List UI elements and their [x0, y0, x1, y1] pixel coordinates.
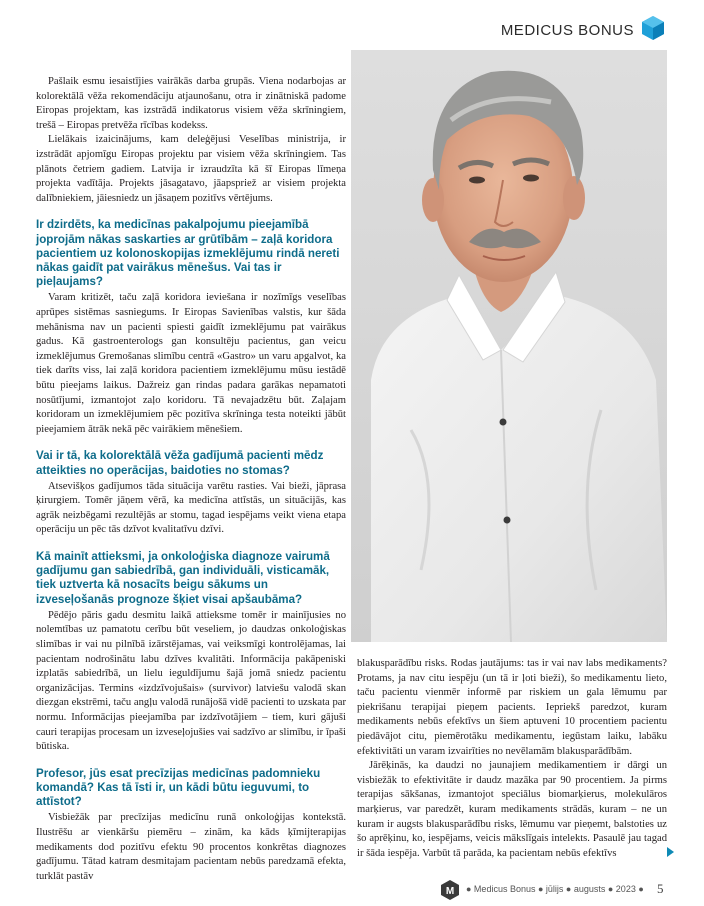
article-column-right: [357, 657, 667, 861]
interview-question: Kā mainīt attieksmi, ja onkoloģiska diagnoze vairumā gadījumu gan sabiedrībā, gan individuāli, visticamāk, tiek uztverta kā nosacīts beigu sākums un izveseļošanās prognoze šķiet visai apšaubāma?: [36, 550, 330, 606]
paragraph: Pēdējo pāris gadu desmitu laikā attieksme tomēr ir mainījusies no nolemtības uz pamatotu cerību būt veseliem, jo daudzas onkoloģiskas slimības ir vai nu pilnībā izārstējamas, vai veiksmīgi kontrolējamas, lai pacientam nodrošinātu labu dzīves kvalitāti. Informācija pakāpeniski izplatās sabiedrībā, un lielu ieguldījumu šajā jomā sniedz pacientu organizācijas. Termins «izdzīvojušais» (survivor) latviešu valodā skan diezgan ekstrēmi, taču angļu valodā runājošā vidē pacienti to uzskata par normu. Informācijas pieejamība par izdzīvotājiem – tiem, kuri gājuši cauri terapijas procesam un izveseļojušies vai sadzīvo ar slimību, ir īpaši būtiska.: [36, 609, 346, 753]
page-footer: [440, 880, 680, 900]
paragraph: Lielākais izaicinājums, kam deleģējusi Veselības ministrija, ir izstrādāt apjomīgu Eiropas projektu par visiem vēža skrīningiem. Tas plānots četriem gadiem. Latvija ir izraudzīta kā šī Eiropas līmeņa projekta vadītāja. Projekts jāsagatavo, jāapspriež ar visiem projekta dalībniekiem, jāiesniedz un jāsaņem pozitīvs vērtējums.: [36, 134, 346, 204]
svg-text:M: M: [445, 886, 455, 897]
portrait-photo: [351, 50, 667, 642]
medicus-m-logo-icon: [440, 880, 460, 900]
paragraph: Atsevišķos gadījumos tāda situācija varētu rasties. Vai bieži, jāprasa ķirurgiem. Tomēr jāņem vērā, ka medicīna attīstās, un situācijās, kas agrāk neizbēgami rezultējās ar stomu, tagad iespējams veikt viena etapa operāciju un pēc tās dzīvot kvalitatīvu dzīvi.: [36, 480, 346, 536]
hexagon-logo-icon: [642, 16, 664, 40]
paragraph: Pašlaik esmu iesaistījies vairākās darba grupās. Viena nodarbojas ar kolorektālā vēža rekomendāciju atjaunošanu, otra ir zinātniskā padome Eiropas projektam, kas izstrādā indikatorus visiem vēža skrīningiem, trešā – Eiropas pretvēža rīcības kodekss.: [36, 76, 346, 131]
article-column-left: [36, 75, 346, 884]
interview-question: Profesor, jūs esat precīzijas medicīnas padomnieku komandā? Kas tā īsti ir, un kādi būtu ieguvumi, to attīstot?: [36, 766, 321, 809]
paragraph: Varam kritizēt, taču zaļā koridora ieviešana ir nozīmīgs veselības aprūpes sistēmas sasniegums. Ir Eiropas Savienības valstis, kur šāda mehānisma nav un pacienti spiesti gaidīt izmeklējumu pat vairākus gadus. Kā gastroenterologs gan konsultēju pacientus, gan veicu izmeklējumus Gremošanas slimību centrā «Gastro» un varu apgalvot, ka tiek darīts viss, lai zaļā koridora pacientiem izmeklējumu mūsu iestādē būtu pieejams laikus. Dažreiz gan rindas padara garākas nepamatoti nosūtījumi, izmantojot zaļo koridoru. Tā nevajadzētu būt. Zaļajam koridoram un izmeklējumiem pēc pozitīva skrīninga testa noteikti jābūt pieejamiem ātrāk nekā pēc vairākiem mēnešiem.: [36, 292, 346, 435]
paragraph: Jārēķinās, ka daudzi no jaunajiem medikamentiem ir dārgi un visbiežāk to efektivitāte ir daudz mazāka par 90 procentiem. Ja pirms terapijas sākšanas, izmantojot speciālus biomarķierus, molekulāros marķierus, var paredzēt, kuram medikaments strādās, kuram – ne un kuram ir augsts blakusparādību risks, lēmumu var pieņemt, balstoties uz šo aprēķinu, ko, iespējams, veicis mākslīgais intelekts. Pasaulē jau tagad ir šāda iespēja. Varbūt tā parāda, ka pacientam nebūs efektīvs: [357, 760, 667, 859]
footer-issue-text: ● Medicus Bonus ● jūlijs ● augusts ● 2023 ●: [466, 884, 644, 894]
interview-question: Ir dzirdēts, ka medicīnas pakalpojumu pieejamībā joprojām nākas saskarties ar grūtībām – zaļā koridora pacientiem uz kolonoskopijas izmeklējumu rindā nereti nākas gaidīt pat vairākus mēnešus. Vai tas ir pieļaujams?: [36, 218, 340, 289]
magazine-brand: MEDICUS BONUS: [500, 22, 634, 39]
paragraph: Visbiežāk par precīzijas medicīnu runā onkoloģijas kontekstā. Ilustrēšu ar vienkāršu piemēru – zinām, ka kāds ķīmijterapijas medikaments dod pozitīvu efektu 90 procentos konkrētas diagnozes gadījumu. Tātad katram desmitajam pacientam nebūs paredzamā efekta, turklāt pastāv: [36, 812, 346, 882]
interview-question: Vai ir tā, ka kolorektālā vēža gadījumā pacienti mēdz atteikties no operācijas, baidoties no stomas?: [36, 449, 324, 477]
continue-arrow-icon: [667, 847, 674, 857]
paragraph: blakusparādību risks. Rodas jautājums: tas ir vai nav labs medikaments? Protams, ja nav citu iespēju (un tā ir ļoti bieži), šo medikamentu lieto, taču pacientu vienmēr informē par riskiem un gala lēmumu par piekrišanu terapijai pieņem pacients. Iepriekš paredzot, kuram medikaments nebūs efektīvs un šiem aptuveni 10 procentiem pacientu piedāvājot citu, piemērotāku medikamentu, iegūstam laiku, labāku efektivitāti un varam izvairīties no nevēlamām blakusparādībām.: [357, 658, 667, 757]
page-number: 5: [657, 881, 664, 896]
